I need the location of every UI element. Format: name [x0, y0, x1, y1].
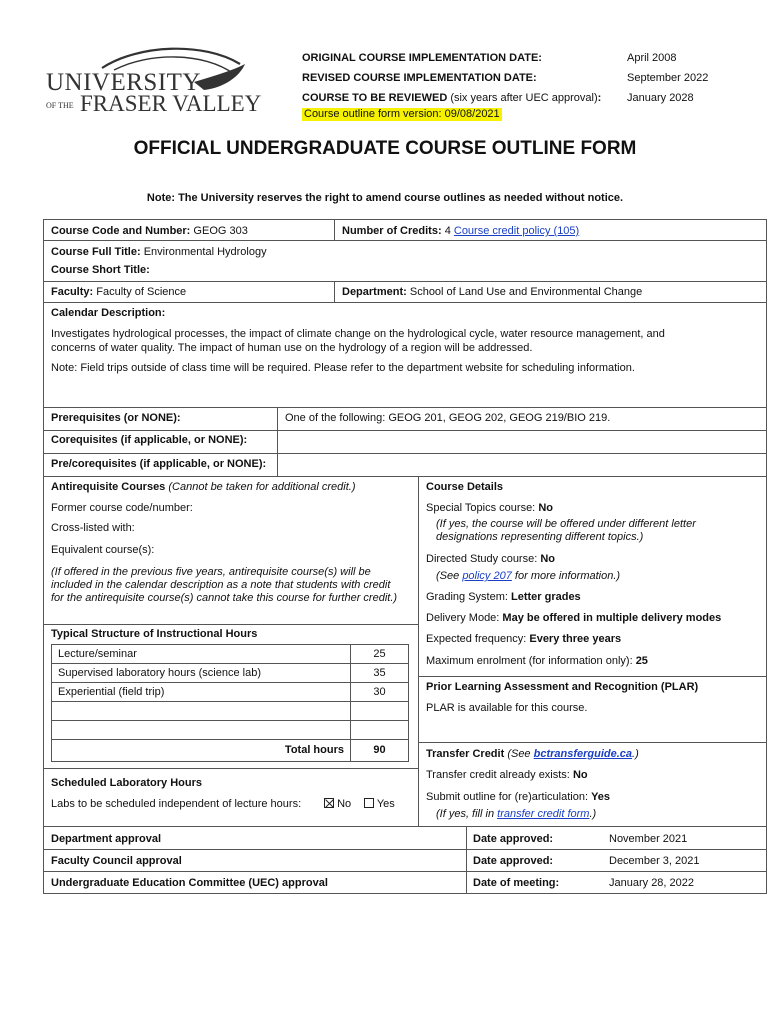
full-title-row — [51, 246, 267, 259]
directed-note-a: (See — [436, 570, 460, 582]
empty-checkbox-icon[interactable] — [364, 798, 374, 808]
frequency-value: Every three years — [529, 633, 622, 645]
transfer-submit-label: Submit outline for (re)articulation: — [426, 791, 589, 803]
review-date-value: January 2028 — [627, 92, 694, 104]
directed-study-label: Directed Study course: — [426, 553, 538, 565]
frequency-label: Expected frequency: — [426, 633, 527, 645]
calendar-label: Calendar Description: — [51, 307, 166, 319]
plar-text: PLAR is available for this course. — [426, 702, 588, 714]
form-title: OFFICIAL UNDERGRADUATE COURSE OUTLINE FORM — [133, 138, 637, 159]
prereq-label: Prerequisites (or NONE): — [51, 412, 181, 424]
approval-date-label: Date approved: — [473, 855, 554, 867]
review-date-label — [302, 92, 601, 105]
faculty-value: Faculty of Science — [96, 286, 187, 298]
original-date-label: ORIGINAL COURSE IMPLEMENTATION DATE: — [302, 52, 542, 64]
course-code-label: Course Code and Number: — [51, 225, 191, 237]
enrolment-label: Maximum enrolment (for information only): — [426, 655, 633, 667]
special-topics-row — [426, 502, 553, 515]
logo-fraser-valley-text: FRASER VALLEY — [80, 91, 262, 116]
short-title-label: Course Short Title: — [51, 264, 150, 276]
directed-note-b: for more information.) — [514, 570, 621, 582]
hours-row-label: Experiential (field trip) — [58, 686, 165, 698]
special-topics-label: Special Topics course: — [426, 502, 536, 514]
calendar-note: Note: Field trips outside of class time will be required. Please refer to the department website for scheduling information. — [51, 362, 635, 374]
directed-study-value: No — [540, 553, 556, 565]
transfer-close: .) — [632, 748, 639, 760]
total-hours-value: 90 — [373, 744, 386, 756]
amend-note: Note: The University reserves the right to amend course outlines as needed without notice. — [146, 192, 624, 204]
approval-date-value: November 2021 — [609, 833, 688, 845]
approval-date-label: Date of meeting: — [473, 877, 560, 889]
bctransferguide-link[interactable]: bctransferguide.ca — [533, 748, 633, 760]
antireq-note-3: for the antirequisite course(s) cannot take this course for further credit.) — [51, 592, 398, 604]
coreq-label: Corequisites (if applicable, or NONE): — [51, 434, 248, 446]
university-logo — [44, 46, 262, 121]
hours-title: Typical Structure of Instructional Hours — [51, 628, 258, 640]
lab-no-label: No — [337, 798, 352, 810]
transfer-note-a: (If yes, fill in — [436, 808, 495, 820]
review-colon: : — [597, 92, 602, 104]
lab-title: Scheduled Laboratory Hours — [51, 777, 202, 789]
transfer-submit-value: Yes — [591, 791, 611, 803]
cross-listed-label: Cross-listed with: — [51, 522, 135, 534]
review-label-text: COURSE TO BE REVIEWED — [302, 92, 448, 104]
hours-row-value: 25 — [373, 648, 386, 660]
directed-study-row — [426, 553, 555, 566]
faculty-label: Faculty: — [51, 286, 94, 298]
lab-question: Labs to be scheduled independent of lecture hours: — [51, 798, 302, 810]
lab-no-option[interactable] — [324, 798, 351, 811]
credits-label: Number of Credits: — [342, 225, 442, 237]
form-version-text: Course outline form version: 09/08/2021 — [304, 108, 500, 120]
total-hours-label: Total hours — [284, 744, 344, 756]
antireq-title-row — [51, 481, 355, 494]
transfer-credit-form-link[interactable]: transfer credit form — [497, 808, 590, 820]
transfer-submit-note — [436, 808, 596, 821]
hours-row-value: 30 — [373, 686, 386, 698]
grading-row — [426, 591, 581, 604]
policy-207-link[interactable]: policy 207 — [462, 570, 512, 582]
original-date-value: April 2008 — [627, 52, 677, 64]
plar-title: Prior Learning Assessment and Recognition (PLAR) — [426, 681, 699, 693]
grading-value: Letter grades — [510, 591, 581, 603]
full-title-label: Course Full Title: — [51, 246, 141, 258]
hours-row-label: Supervised laboratory hours (science lab) — [58, 667, 261, 679]
delivery-row — [426, 612, 721, 625]
logo-of-the-text: OF THE — [46, 101, 74, 110]
checked-box-icon[interactable] — [324, 798, 334, 808]
transfer-submit-row — [426, 791, 610, 804]
prereq-value: One of the following: GEOG 201, GEOG 202, GEOG 219/BIO 219. — [285, 412, 611, 424]
approval-label: Department approval — [51, 833, 162, 845]
directed-note — [436, 570, 620, 583]
course-code-value: GEOG 303 — [193, 225, 248, 237]
grading-label: Grading System: — [426, 591, 508, 603]
antireq-title: Antirequisite Courses — [51, 481, 166, 493]
faculty-row — [51, 286, 186, 299]
approval-date-value: January 28, 2022 — [609, 877, 695, 889]
credits-row — [342, 225, 579, 238]
hours-row-label: Lecture/seminar — [58, 648, 137, 660]
calendar-line-2: concerns of water quality. The impact of human use on the hydrology of a region will be addressed. — [51, 342, 533, 354]
delivery-value: May be offered in multiple delivery modes — [502, 612, 722, 624]
frequency-row — [426, 633, 621, 646]
enrolment-value: 25 — [635, 655, 648, 667]
approval-label: Undergraduate Education Committee (UEC) approval — [51, 877, 328, 889]
details-title: Course Details — [426, 481, 504, 493]
approval-label: Faculty Council approval — [51, 855, 182, 867]
lab-yes-option[interactable] — [364, 798, 395, 811]
transfer-see: (See — [507, 748, 531, 760]
credit-policy-link[interactable]: Course credit policy (105) — [453, 225, 580, 237]
full-title-value: Environmental Hydrology — [143, 246, 267, 258]
antireq-note-2: included in the calendar description as a note that students with credit — [51, 579, 391, 591]
special-note-1: (If yes, the course will be offered under different letter — [436, 518, 696, 530]
transfer-exists-value: No — [572, 769, 588, 781]
logo-university-text: UNIVERSITY — [46, 69, 201, 96]
transfer-exists-label: Transfer credit already exists: — [426, 769, 570, 781]
enrolment-row — [426, 655, 648, 668]
review-note-text: (six years after UEC approval) — [450, 92, 598, 104]
transfer-title-row — [426, 748, 639, 761]
precoreq-label: Pre/corequisites (if applicable, or NONE): — [51, 458, 267, 470]
department-value: School of Land Use and Environmental Change — [409, 286, 643, 298]
equivalent-course-label: Equivalent course(s): — [51, 544, 155, 556]
transfer-exists-row — [426, 769, 588, 782]
approval-date-value: December 3, 2021 — [609, 855, 700, 867]
lab-yes-label: Yes — [376, 798, 395, 810]
special-topics-value: No — [538, 502, 553, 514]
department-label: Department: — [342, 286, 407, 298]
antireq-title-note: (Cannot be taken for additional credit.) — [168, 481, 356, 493]
special-note-2: designations representing different topics.) — [436, 531, 644, 543]
revised-date-label: REVISED COURSE IMPLEMENTATION DATE: — [302, 72, 537, 84]
transfer-note-b: .) — [589, 808, 597, 820]
approval-date-label: Date approved: — [473, 833, 554, 845]
department-row — [342, 286, 642, 299]
antireq-note-1: (If offered in the previous five years, antirequisite course(s) will be — [51, 566, 371, 578]
credits-value: 4 — [444, 225, 451, 237]
revised-date-value: September 2022 — [627, 72, 709, 84]
course-code-row — [51, 225, 248, 238]
calendar-line-1: Investigates hydrological processes, the impact of climate change on the hydrological cycle, water resource management, and — [51, 328, 665, 340]
transfer-title: Transfer Credit — [426, 748, 505, 760]
delivery-label: Delivery Mode: — [426, 612, 500, 624]
former-course-label: Former course code/number: — [51, 502, 193, 514]
hours-row-value: 35 — [373, 667, 386, 679]
